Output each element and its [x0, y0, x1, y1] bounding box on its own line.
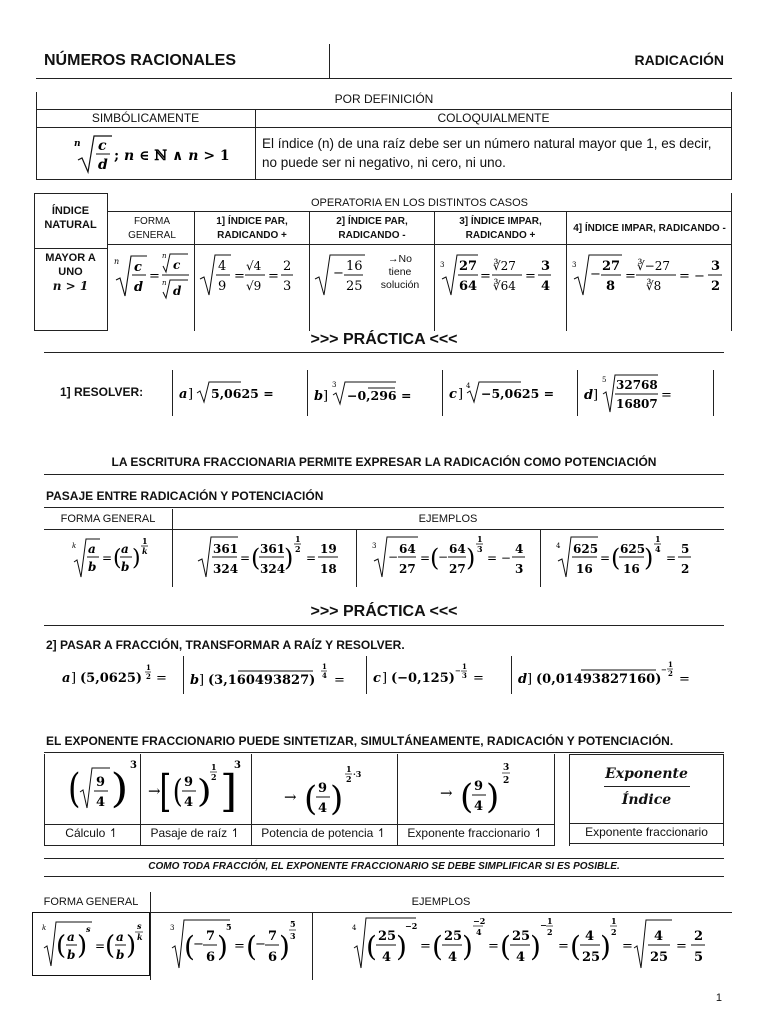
- col-general-form: FORMA GENERAL: [128, 216, 176, 241]
- svg-text:]: ]: [71, 671, 77, 686]
- practice2-item-a[interactable]: [60, 660, 180, 690]
- step1-label: Cálculo ↿: [65, 826, 119, 840]
- svg-text:16807: 16807: [616, 397, 658, 411]
- svg-text:b: b: [190, 673, 200, 688]
- practice2-item-b[interactable]: [188, 660, 364, 690]
- practice2-label: 2] PASAR A FRACCIÓN, TRANSFORMAR A RAÍZ Y RESOLVER.: [46, 638, 405, 652]
- svg-text:]: ]: [527, 672, 533, 687]
- s4-col-examples: EJEMPLOS: [411, 896, 471, 908]
- svg-text:(: (: [68, 764, 81, 812]
- general-form-formula: [112, 250, 194, 302]
- svg-text:=: =: [149, 269, 160, 284]
- svg-text:4: 4: [184, 795, 194, 810]
- svg-text:16: 16: [346, 259, 363, 274]
- step4-label: Exponente fraccionario ↿: [407, 826, 544, 840]
- svg-text:(: (: [432, 930, 443, 963]
- case3-formula: [438, 251, 566, 301]
- svg-text:k: k: [137, 932, 143, 942]
- svg-text:∛27: ∛27: [493, 259, 516, 273]
- fractional-statement: LA ESCRITURA FRACCIONARIA PERMITE EXPRESAR LA RADICACIÓN COMO POTENCIACIÓN: [111, 455, 657, 469]
- svg-text:−: −: [540, 920, 547, 930]
- svg-text:5: 5: [290, 919, 296, 929]
- svg-text:a: a: [62, 671, 71, 686]
- svg-text:a: a: [67, 930, 75, 944]
- svg-text:3: 3: [462, 671, 467, 680]
- svg-text:64: 64: [399, 542, 416, 556]
- svg-text:s: s: [86, 924, 91, 934]
- svg-text:625: 625: [620, 542, 646, 556]
- svg-text:∛−27: ∛−27: [637, 259, 670, 273]
- svg-text:): ): [530, 930, 541, 963]
- practice2-banner: >>> PRÁCTICA <<<: [310, 603, 458, 620]
- exponent-table: [44, 754, 724, 846]
- svg-text:4: 4: [476, 927, 482, 937]
- svg-text:3: 3: [503, 763, 510, 773]
- topic-title: RADICACIÓN: [634, 52, 724, 68]
- svg-text:(: (: [113, 546, 122, 571]
- svg-text:1: 1: [668, 660, 673, 669]
- svg-text:9: 9: [96, 775, 106, 790]
- svg-text:4: 4: [474, 799, 484, 814]
- svg-text:−: −: [193, 937, 204, 952]
- passage-col-examples: EJEMPLOS: [418, 513, 478, 525]
- svg-text:=: =: [661, 388, 672, 403]
- svg-text:−: −: [438, 550, 449, 564]
- svg-text:): ): [396, 930, 407, 963]
- svg-text:(: (: [460, 777, 474, 817]
- svg-text:=: =: [558, 939, 569, 954]
- svg-text:3: 3: [515, 562, 524, 576]
- svg-text:c: c: [449, 387, 457, 402]
- case2-note: →No tiene solución: [380, 253, 420, 291]
- svg-text:(: (: [56, 931, 67, 961]
- svg-text:): ): [600, 930, 611, 963]
- svg-text:4: 4: [448, 950, 458, 965]
- svg-text:): ): [217, 930, 228, 963]
- col-case-1: 1] ÍNDICE PAR, RADICANDO +: [216, 216, 288, 241]
- svg-text:n: n: [162, 279, 167, 287]
- col-symbolic: SIMBÓLICAMENTE: [91, 111, 200, 125]
- svg-text:): ): [284, 544, 294, 572]
- svg-text:324: 324: [260, 562, 286, 576]
- svg-text:9: 9: [474, 779, 484, 794]
- page-title: NÚMEROS RACIONALES: [44, 52, 237, 69]
- svg-text:3: 3: [283, 279, 292, 294]
- svg-text:4: 4: [318, 801, 328, 816]
- svg-text:25: 25: [444, 929, 463, 944]
- svg-text:1: 1: [142, 536, 148, 546]
- s4-col-general: FORMA GENERAL: [43, 896, 139, 908]
- svg-text:3: 3: [372, 542, 377, 550]
- s4-general-formula: [40, 918, 150, 974]
- svg-text:(−0,125): (−0,125): [391, 671, 455, 686]
- svg-text:4: 4: [556, 542, 561, 550]
- passage-example-3: [554, 533, 720, 585]
- svg-text:1: 1: [295, 534, 301, 544]
- svg-text:9: 9: [218, 279, 227, 294]
- case4-formula: [570, 251, 730, 301]
- svg-text:a: a: [116, 930, 124, 944]
- practice1-label: 1] RESOLVER:: [60, 385, 144, 399]
- svg-text:d: d: [134, 280, 144, 295]
- svg-text:2: 2: [295, 544, 301, 554]
- row-label-line3: n > 1: [52, 279, 89, 293]
- practice2-item-c[interactable]: [371, 660, 507, 690]
- row-label-line1: MAYOR A: [45, 252, 96, 264]
- svg-text:−: −: [388, 550, 399, 564]
- header-rule: [36, 78, 732, 79]
- svg-text:=: =: [679, 672, 690, 687]
- operatoria-title: OPERATORIA EN LOS DISTINTOS CASOS: [311, 197, 528, 209]
- svg-text:4: 4: [322, 671, 327, 680]
- svg-text:18: 18: [320, 562, 337, 576]
- svg-text:=: =: [676, 939, 687, 954]
- svg-text:5: 5: [694, 950, 704, 965]
- svg-text:∛8: ∛8: [646, 279, 662, 293]
- svg-text:=: =: [488, 939, 499, 954]
- svg-text:(: (: [172, 772, 183, 810]
- box-numerator: Exponente: [605, 766, 688, 782]
- svg-text:5: 5: [602, 376, 607, 384]
- svg-text:]: ]: [593, 388, 599, 403]
- s4-example-1: [168, 916, 308, 976]
- svg-text:(5,0625): (5,0625): [80, 671, 143, 686]
- svg-text:=: =: [525, 269, 536, 284]
- svg-text:]: ]: [458, 387, 464, 402]
- col-case-3: 3] ÍNDICE IMPAR, RADICANDO +: [459, 216, 542, 241]
- practice1-item-d[interactable]: [582, 372, 710, 416]
- svg-text:3: 3: [440, 261, 445, 269]
- svg-text:]: ]: [382, 671, 388, 686]
- svg-text:): ): [196, 773, 212, 811]
- passage-table: [44, 509, 724, 587]
- svg-text:d: d: [173, 284, 182, 298]
- svg-text:=: =: [95, 939, 106, 953]
- svg-text:27: 27: [602, 259, 621, 274]
- svg-text:): ): [279, 930, 290, 963]
- svg-text:25: 25: [512, 929, 531, 944]
- svg-text:=: =: [473, 671, 484, 686]
- exponent-statement: EL EXPONENTE FRACCIONARIO PUEDE SINTETIZAR, SIMULTÁNEAMENTE, RADICACIÓN Y POTENCIACIÓN.: [46, 734, 674, 748]
- svg-text:=: =: [666, 551, 677, 565]
- svg-text:4: 4: [541, 279, 551, 294]
- svg-text:=: =: [334, 673, 345, 688]
- svg-text:k: k: [72, 542, 77, 550]
- svg-text:]: ]: [220, 766, 238, 817]
- svg-text:1: 1: [477, 534, 483, 544]
- svg-text:4: 4: [218, 259, 227, 274]
- svg-text:→: →: [284, 788, 297, 806]
- passage-example-2: [370, 533, 538, 585]
- svg-text:): ): [466, 544, 476, 572]
- svg-text:(3,160493827): (3,160493827): [208, 673, 316, 688]
- svg-text:−: −: [333, 266, 344, 281]
- definition-table: [36, 92, 732, 180]
- passage-general-formula: [70, 535, 170, 583]
- svg-text:7: 7: [206, 929, 216, 944]
- svg-text:(: (: [251, 544, 261, 572]
- case1-formula: [198, 251, 306, 301]
- svg-text:): ): [126, 931, 137, 961]
- svg-text:6: 6: [206, 950, 216, 965]
- svg-text:b: b: [116, 948, 125, 962]
- svg-text:4: 4: [585, 929, 595, 944]
- step1-formula: [68, 756, 138, 822]
- svg-text:=: =: [622, 939, 633, 954]
- svg-text:1: 1: [611, 916, 617, 926]
- practice1-item-a[interactable]: [177, 378, 305, 408]
- svg-text:c: c: [134, 260, 142, 275]
- svg-text:−2: −2: [473, 916, 486, 926]
- svg-text:k: k: [142, 546, 148, 556]
- simplify-note: COMO TODA FRACCIÓN, EL EXPONENTE FRACCIONARIO SE DEBE SIMPLIFICAR SI ES POSIBLE.: [148, 861, 620, 872]
- svg-text:64: 64: [449, 542, 466, 556]
- svg-text:4: 4: [655, 544, 661, 554]
- svg-text:5: 5: [226, 922, 232, 932]
- svg-text:1: 1: [146, 663, 151, 672]
- svg-text:c: c: [173, 258, 181, 272]
- step2-formula: [144, 756, 250, 822]
- svg-text:n: n: [114, 257, 120, 266]
- step2-label: Pasaje de raíz ↿: [150, 826, 241, 840]
- svg-text:2: 2: [283, 259, 292, 274]
- page-number: 1: [715, 992, 722, 1004]
- svg-text:324: 324: [213, 562, 239, 576]
- svg-text:3: 3: [711, 259, 721, 274]
- svg-text:=: =: [480, 269, 491, 284]
- svg-text:]: ]: [188, 387, 194, 402]
- svg-text:n: n: [74, 139, 81, 149]
- svg-text:361: 361: [213, 542, 239, 556]
- svg-text:=: =: [306, 551, 317, 565]
- definition-title: POR DEFINICIÓN: [334, 92, 434, 106]
- svg-text:c: c: [98, 138, 107, 154]
- practice1-item-c[interactable]: [447, 378, 575, 408]
- svg-text:): ): [462, 930, 473, 963]
- svg-text:=: =: [234, 939, 245, 954]
- operatoria-table: [34, 193, 732, 331]
- svg-text:1: 1: [346, 764, 352, 774]
- svg-text:25: 25: [346, 279, 363, 294]
- svg-text:): ): [486, 777, 500, 817]
- svg-text:n: n: [162, 252, 167, 260]
- svg-text:7: 7: [268, 929, 278, 944]
- svg-text:64: 64: [459, 279, 478, 294]
- svg-text:−: −: [455, 666, 461, 675]
- svg-text:32768: 32768: [616, 378, 658, 392]
- svg-text:]: ]: [199, 673, 205, 688]
- svg-text:(: (: [184, 930, 195, 963]
- svg-text:=: =: [102, 551, 113, 565]
- col-case-2: 2] ÍNDICE PAR, RADICANDO -: [336, 216, 408, 241]
- svg-text:9: 9: [184, 775, 194, 790]
- svg-text:k: k: [42, 924, 47, 932]
- svg-text:a: a: [88, 542, 96, 556]
- svg-text:(0,01493827160): (0,01493827160): [536, 672, 662, 687]
- svg-text:= −: = −: [487, 551, 511, 565]
- practice2-item-d[interactable]: [516, 658, 706, 690]
- svg-text:2: 2: [211, 772, 217, 782]
- svg-text:27: 27: [459, 259, 478, 274]
- svg-text:(: (: [366, 930, 377, 963]
- svg-text:(: (: [304, 779, 318, 819]
- svg-text:1: 1: [462, 662, 467, 671]
- svg-text:; n ∈ ℕ ∧ n > 1: ; n ∈ ℕ ∧ n > 1: [114, 148, 230, 164]
- practice1-banner: >>> PRÁCTICA <<<: [310, 331, 458, 348]
- svg-text:6: 6: [268, 950, 278, 965]
- svg-text:): ): [330, 779, 344, 819]
- svg-text:(: (: [430, 544, 440, 572]
- box-label: Exponente fraccionario: [585, 825, 708, 839]
- svg-text:−0,296 =: −0,296 =: [347, 388, 412, 403]
- step3-label: Potencia de potencia ↿: [261, 826, 387, 840]
- svg-text:b: b: [67, 948, 76, 962]
- general-examples-table: [32, 892, 732, 982]
- svg-text:c: c: [373, 671, 381, 686]
- practice1-item-b[interactable]: [312, 378, 440, 408]
- svg-text:=: =: [268, 269, 279, 284]
- svg-text:4: 4: [352, 924, 357, 932]
- svg-text:3: 3: [170, 924, 175, 932]
- svg-text:2: 2: [346, 774, 352, 784]
- svg-text:): ): [77, 931, 88, 961]
- svg-text:√9: √9: [246, 279, 262, 293]
- nth-root-cd-formula: [72, 132, 242, 176]
- svg-text:=: =: [625, 269, 636, 284]
- svg-text:−2: −2: [405, 921, 418, 931]
- svg-text:s: s: [137, 921, 142, 931]
- svg-text:361: 361: [260, 542, 286, 556]
- svg-text:3: 3: [332, 381, 337, 389]
- svg-text:=: =: [240, 551, 251, 565]
- svg-text:3: 3: [541, 259, 551, 274]
- svg-text:9: 9: [318, 781, 328, 796]
- svg-text:2: 2: [611, 927, 617, 937]
- svg-text:25: 25: [582, 950, 601, 965]
- svg-text:1: 1: [547, 916, 553, 926]
- svg-text:27: 27: [449, 562, 466, 576]
- svg-text:5: 5: [681, 542, 690, 556]
- svg-text:=: =: [156, 671, 167, 686]
- svg-text:∛64: ∛64: [493, 279, 516, 293]
- svg-text:= −: = −: [679, 269, 705, 284]
- svg-text:→: →: [440, 784, 453, 802]
- svg-text:19: 19: [320, 542, 337, 556]
- svg-text:1: 1: [211, 762, 217, 772]
- index-header: ÍNDICE NATURAL: [44, 205, 97, 231]
- svg-text:27: 27: [399, 562, 416, 576]
- svg-text:1: 1: [655, 534, 661, 544]
- passage-example-1: [196, 533, 356, 585]
- svg-text:3: 3: [130, 760, 137, 771]
- svg-text:): ): [132, 546, 141, 571]
- svg-text:4: 4: [96, 795, 106, 810]
- svg-text:625: 625: [573, 542, 599, 556]
- svg-text:2: 2: [146, 672, 151, 681]
- svg-text:=: =: [420, 939, 431, 954]
- svg-text:8: 8: [606, 279, 616, 294]
- svg-text:=: =: [600, 551, 611, 565]
- svg-text:2: 2: [547, 927, 553, 937]
- svg-text:a: a: [121, 542, 129, 556]
- svg-text:d: d: [98, 157, 108, 173]
- svg-text:16: 16: [576, 562, 593, 576]
- svg-text:−: −: [255, 937, 266, 952]
- svg-text:): ): [110, 765, 129, 813]
- step4-formula: [422, 756, 552, 822]
- svg-text:d: d: [518, 672, 528, 687]
- svg-text:4: 4: [382, 950, 392, 965]
- svg-text:b: b: [121, 560, 130, 574]
- svg-text:25: 25: [378, 929, 397, 944]
- svg-text:a: a: [179, 387, 188, 402]
- svg-text:−5,0625 =: −5,0625 =: [481, 386, 555, 401]
- case2-formula: [313, 251, 375, 301]
- s4-example-2: [350, 914, 728, 976]
- svg-text:(: (: [105, 931, 116, 961]
- svg-text:2: 2: [503, 776, 510, 786]
- svg-text:→: →: [148, 782, 161, 800]
- svg-text:2: 2: [711, 279, 721, 294]
- svg-text:2: 2: [668, 669, 673, 678]
- svg-text:2: 2: [694, 929, 704, 944]
- svg-text:1: 1: [322, 662, 327, 671]
- row-label-line2: UNO: [58, 266, 83, 278]
- svg-text:5,0625 =: 5,0625 =: [211, 386, 274, 401]
- colloquial-text: El índice (n) de una raíz debe ser un número natural mayor que 1, es decir, no puede ser ni negativo, ni cero, ni uno.: [262, 136, 712, 170]
- svg-text:4: 4: [516, 950, 526, 965]
- svg-text:3: 3: [290, 931, 296, 941]
- svg-text:3: 3: [572, 261, 577, 269]
- svg-text:16: 16: [623, 562, 640, 576]
- svg-text:−: −: [661, 665, 667, 674]
- svg-text:(: (: [570, 930, 581, 963]
- svg-text:(: (: [611, 544, 621, 572]
- svg-text:(: (: [246, 930, 257, 963]
- passage-col-general: FORMA GENERAL: [60, 513, 156, 525]
- svg-text:−: −: [590, 267, 601, 282]
- svg-text:(: (: [500, 930, 511, 963]
- step3-formula: [278, 756, 396, 822]
- svg-text:b: b: [88, 560, 97, 574]
- svg-text:25: 25: [650, 950, 669, 965]
- svg-text:4: 4: [466, 382, 471, 390]
- svg-text:√4: √4: [246, 259, 262, 273]
- passage-subtitle: PASAJE ENTRE RADICACIÓN Y POTENCIACIÓN: [46, 489, 324, 503]
- svg-text:4: 4: [515, 542, 524, 556]
- svg-text:d: d: [584, 388, 594, 403]
- svg-text:b: b: [314, 389, 324, 404]
- col-colloquial: COLOQUIALMENTE: [437, 111, 550, 125]
- svg-text:=: =: [420, 551, 431, 565]
- svg-text:=: =: [234, 269, 245, 284]
- practice1-rule: [44, 352, 724, 353]
- box-denominator: Índice: [621, 792, 672, 808]
- col-case-4: 4] ÍNDICE IMPAR, RADICANDO -: [573, 223, 726, 234]
- svg-text:2: 2: [681, 562, 690, 576]
- svg-text:·3: ·3: [353, 769, 362, 779]
- svg-text:[: [: [159, 765, 172, 817]
- svg-text:3: 3: [234, 760, 241, 771]
- symbolic-expression: [72, 132, 242, 180]
- svg-text:): ): [644, 544, 654, 572]
- svg-text:4: 4: [654, 929, 664, 944]
- svg-text:]: ]: [323, 389, 329, 404]
- svg-text:3: 3: [477, 544, 483, 554]
- header-divider: [329, 44, 330, 78]
